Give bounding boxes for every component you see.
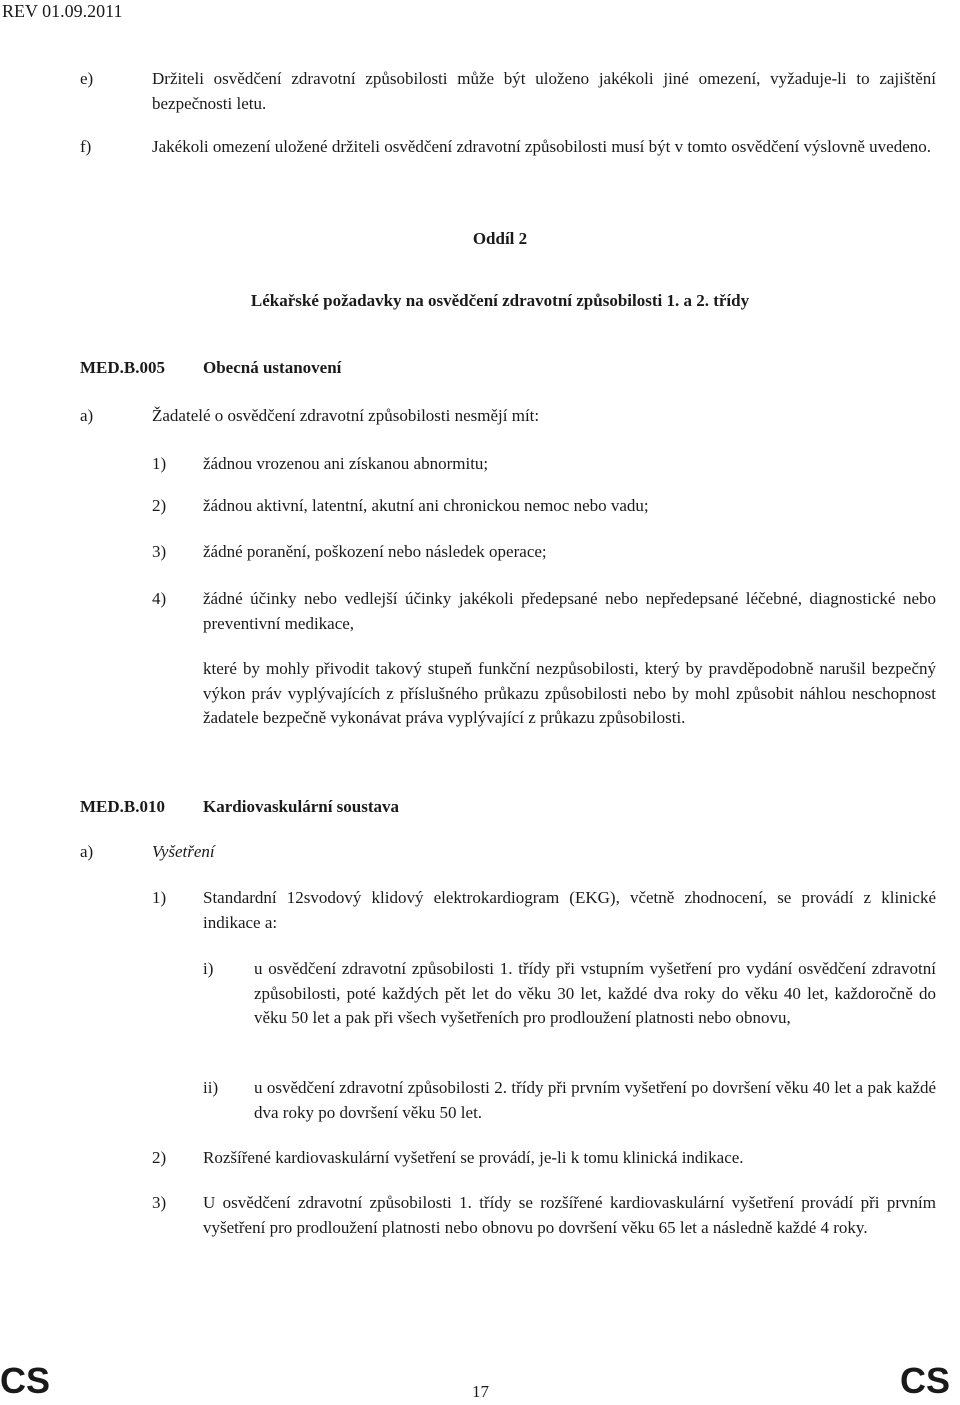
list-item-text: žádné účinky nebo vedlejší účinky jakékoli předepsané nebo nepředepsané léčebné, diagnostické nebo preventivní medikace, [203, 589, 936, 633]
subitem-text: u osvědčení zdravotní způsobilosti 2. třídy při prvním vyšetření po dovršení věku 40 let a pak každé dva roky po dovršení věku 50 let. [254, 1078, 936, 1122]
list-item-text: žádné poranění, poškození nebo následek operace; [203, 542, 547, 561]
subitem-label: i) [203, 959, 214, 978]
list-item-text: Standardní 12svodový klidový elektrokardiogram (EKG), včetně zhodnocení, se provádí z klinické indikace a: [203, 888, 936, 932]
footer-language-mark-right: CS [900, 1360, 951, 1401]
item-label-f: f) [80, 137, 92, 156]
list-item-label: 4) [152, 589, 167, 608]
article-code-b010: MED.B.010 [80, 797, 165, 816]
list-item-label: 3) [152, 1193, 167, 1212]
item-label-e: e) [80, 69, 94, 88]
item-text-a-vysetreni: Vyšetření [152, 842, 215, 861]
article-code-b005: MED.B.005 [80, 358, 165, 377]
footer-language-mark-left: CS [0, 1360, 51, 1401]
closing-paragraph: které by mohly přivodit takový stupeň funkční nezpůsobilosti, který by pravděpodobně narušil bezpečný výkon práv vyplývajících z příslušného průkazu způsobilosti nebo by mohl způsobit náhlou neschopnost žadatele bezpečně vykonávat práva vyplývající z průkazu způsobilosti. [203, 659, 936, 727]
subitem-text: u osvědčení zdravotní způsobilosti 1. třídy při vstupním vyšetření pro vydání osvědčení zdravotní způsobilosti, poté každých pět let do věku 30 let, každé dva roky do věku 40 let, každoročně do věku 50 let a pak při všech vyšetřeních pro prodloužení platnosti nebo obnovu, [254, 959, 936, 1027]
list-item-text: žádnou vrozenou ani získanou abnormitu; [203, 454, 489, 473]
revision-label: REV 01.09.2011 [2, 1, 123, 21]
list-item-text: žádnou aktivní, latentní, akutní ani chronickou nemoc nebo vadu; [203, 496, 649, 515]
list-item-label: 2) [152, 1148, 167, 1167]
list-item-label: 1) [152, 888, 167, 907]
item-label-a: a) [80, 842, 94, 861]
article-title-b010: Kardiovaskulární soustava [203, 797, 400, 816]
section-subheading: Lékařské požadavky na osvědčení zdravotní způsobilosti 1. a 2. třídy [250, 291, 750, 310]
subitem-label: ii) [203, 1078, 219, 1097]
list-item-text: U osvědčení zdravotní způsobilosti 1. třídy se rozšířené kardiovaskulární vyšetření provádí při prvním vyšetření pro prodloužení platnosti nebo obnovu po dovršení věku 65 let a následně každé 4 roky. [203, 1193, 936, 1237]
item-text-f: Jakékoli omezení uložené držiteli osvědčení zdravotní způsobilosti musí být v tomto osvědčení výslovně uvedeno. [152, 137, 931, 156]
list-item-label: 2) [152, 496, 167, 515]
list-item-text: Rozšířené kardiovaskulární vyšetření se provádí, je-li k tomu klinická indikace. [203, 1148, 744, 1167]
list-item-label: 1) [152, 454, 167, 473]
article-title-b005: Obecná ustanovení [203, 358, 342, 377]
section-heading: Oddíl 2 [472, 229, 528, 248]
item-label-a: a) [80, 406, 94, 425]
page-number: 17 [472, 1382, 489, 1401]
item-text-e: Držiteli osvědčení zdravotní způsobilosti může být uloženo jakékoli jiné omezení, vyžaduje-li to zajištění bezpečnosti letu. [152, 69, 936, 113]
list-item-label: 3) [152, 542, 167, 561]
item-text-a: Žadatelé o osvědčení zdravotní způsobilosti nesmějí mít: [152, 406, 540, 425]
